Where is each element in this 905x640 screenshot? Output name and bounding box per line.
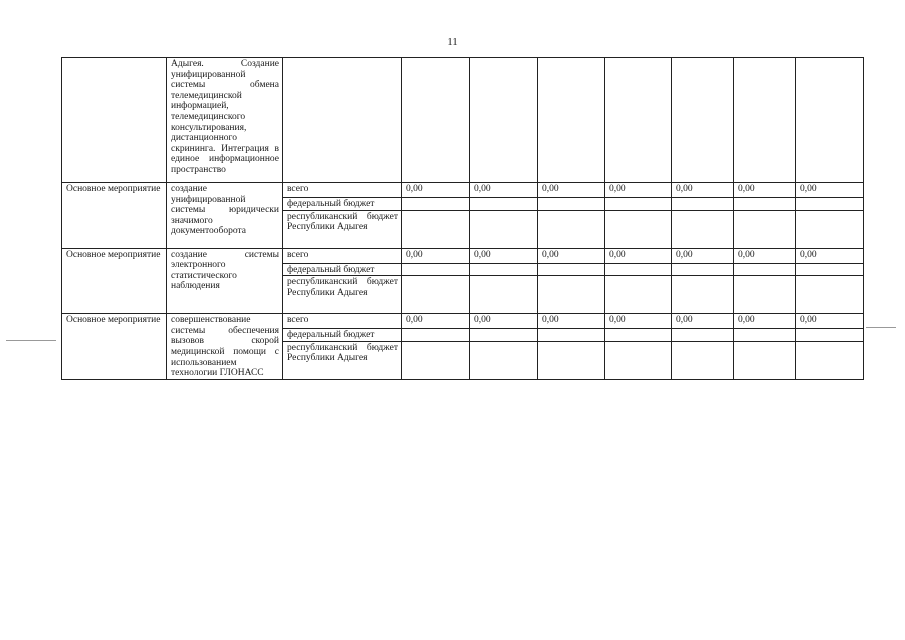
empty-cell [672,58,734,183]
empty-cell [672,341,734,379]
empty-cell [470,58,538,183]
empty-cell [796,58,864,183]
empty-cell [672,198,734,211]
empty-cell [796,341,864,379]
table-row [62,314,864,329]
empty-cell [402,198,470,211]
scan-artifact-left [6,340,56,341]
amount-cell: 0,00 [538,314,605,329]
empty-cell [734,341,796,379]
amount-cell: 0,00 [605,314,672,329]
empty-cell [538,58,605,183]
amount-cell: 0,00 [470,183,538,198]
empty-cell [605,263,672,276]
empty-cell [402,210,470,248]
empty-cell [605,329,672,342]
empty-cell [796,276,864,314]
empty-cell [796,329,864,342]
amount-cell: 0,00 [672,314,734,329]
empty-cell [538,210,605,248]
empty-cell [402,263,470,276]
empty-cell [402,329,470,342]
empty-cell [402,341,470,379]
measure-description-cell: создание унифицированной системы юридически значимого документооборота [167,183,283,249]
empty-cell [672,263,734,276]
empty-cell [672,329,734,342]
budget-table [61,57,864,380]
funding-source-cell: федеральный бюджет [283,263,402,276]
measure-type-cell: Основное мероприятие [62,248,167,314]
measure-description-cell: создание системы электронного статистического наблюдения [167,248,283,314]
measure-type-cell: Основное мероприятие [62,314,167,380]
empty-cell [538,198,605,211]
amount-cell: 0,00 [672,183,734,198]
amount-cell: 0,00 [796,314,864,329]
funding-source-cell: республиканский бюджет Республики Адыгея [283,210,402,248]
table-row [62,183,864,198]
empty-cell [796,198,864,211]
empty-cell [796,263,864,276]
empty-cell [470,198,538,211]
empty-cell [672,276,734,314]
empty-cell [605,210,672,248]
funding-source-cell: всего [283,183,402,198]
amount-cell: 0,00 [796,248,864,263]
measure-type-cell: Основное мероприятие [62,183,167,249]
measure-description-cell: совершенствование системы обеспечения вызовов скорой медицинской помощи с использованием технологии ГЛОНАСС [167,314,283,380]
amount-cell: 0,00 [538,183,605,198]
amount-cell: 0,00 [470,248,538,263]
funding-source-cell: федеральный бюджет [283,329,402,342]
amount-cell: 0,00 [734,248,796,263]
amount-cell: 0,00 [402,248,470,263]
empty-cell [734,210,796,248]
empty-cell [283,58,402,183]
amount-cell: 0,00 [734,183,796,198]
amount-cell: 0,00 [605,183,672,198]
empty-cell [605,198,672,211]
empty-cell [605,276,672,314]
amount-cell: 0,00 [470,314,538,329]
amount-cell: 0,00 [605,248,672,263]
funding-source-cell: всего [283,248,402,263]
empty-cell [470,263,538,276]
empty-cell [734,58,796,183]
empty-cell [470,276,538,314]
empty-cell [470,210,538,248]
page-number: 11 [447,36,458,48]
amount-cell: 0,00 [796,183,864,198]
empty-cell [538,329,605,342]
empty-cell [672,210,734,248]
funding-source-cell: республиканский бюджет Республики Адыгея [283,276,402,314]
empty-cell [470,341,538,379]
empty-cell [734,276,796,314]
empty-cell [470,329,538,342]
amount-cell: 0,00 [402,314,470,329]
empty-cell [734,263,796,276]
empty-cell [538,263,605,276]
table-row-intro [62,58,864,183]
amount-cell: 0,00 [672,248,734,263]
amount-cell: 0,00 [734,314,796,329]
amount-cell: 0,00 [538,248,605,263]
funding-source-cell: федеральный бюджет [283,198,402,211]
empty-cell [605,58,672,183]
measure-description-cell: Адыгея. Создание унифицированной системы обмена телемедицинской информацией, телемедицинского консультирования, дистанционного скрининга. Интеграция в единое информационное пространство [167,58,283,183]
empty-cell [402,58,470,183]
amount-cell: 0,00 [402,183,470,198]
funding-source-cell: республиканский бюджет Республики Адыгея [283,341,402,379]
scan-artifact-right [866,327,896,328]
empty-cell [538,341,605,379]
empty-cell [796,210,864,248]
empty-cell [402,276,470,314]
funding-source-cell: всего [283,314,402,329]
empty-cell [734,198,796,211]
table-row [62,248,864,263]
empty-cell [62,58,167,183]
empty-cell [605,341,672,379]
empty-cell [538,276,605,314]
empty-cell [734,329,796,342]
